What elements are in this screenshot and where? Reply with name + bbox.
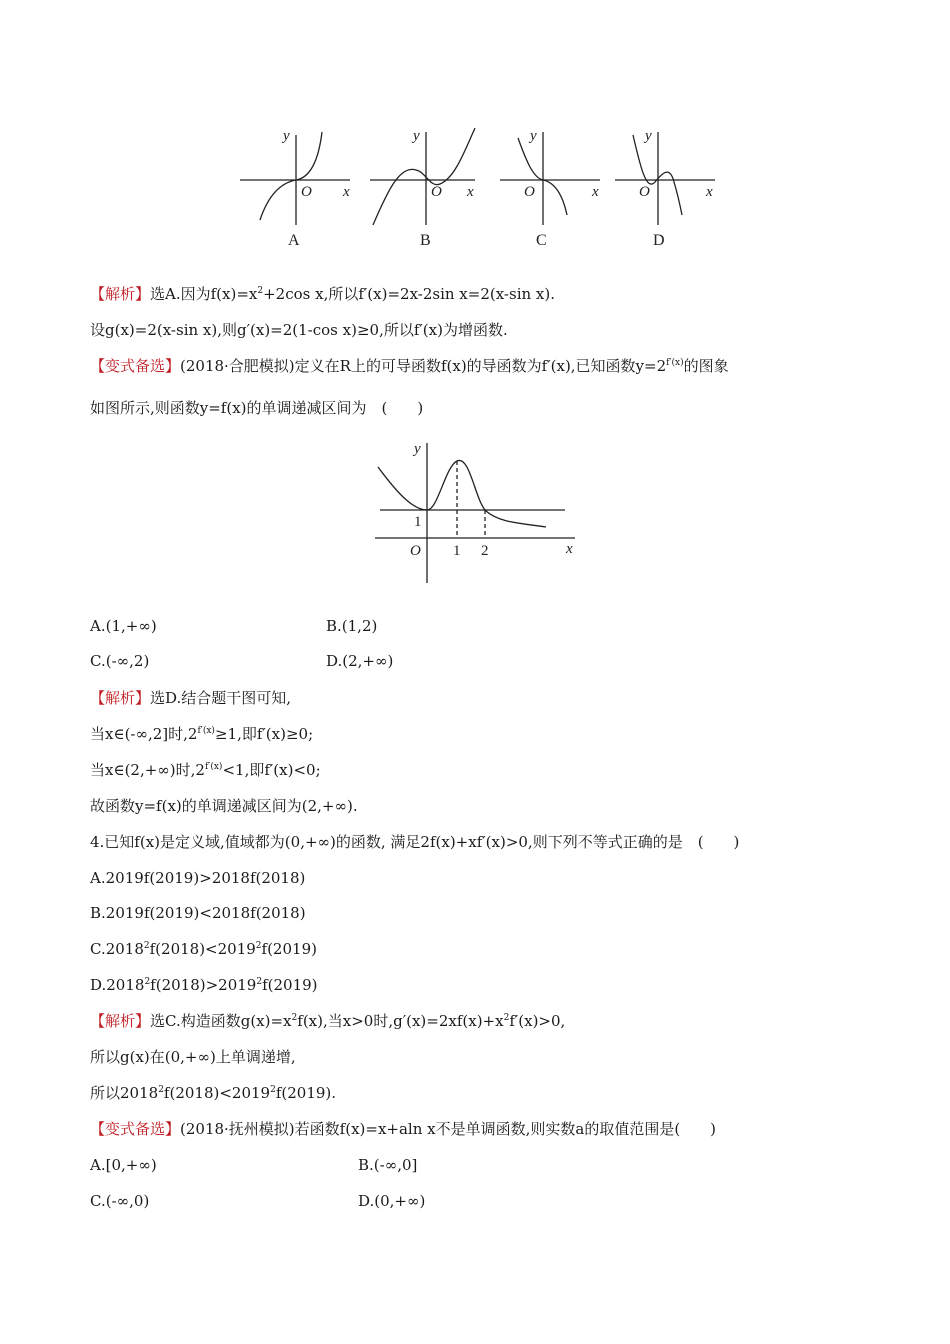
q4-option-b: B.2019f(2019)<2018f(2018) <box>90 904 306 922</box>
graph-d-x-label: x <box>706 184 713 200</box>
graph-c-x-label: x <box>592 184 599 200</box>
graph-d-caption: D <box>653 232 665 249</box>
analysis-1-line-2: 设g(x)=2(x-sin x),则g′(x)=2(1-cos x)≥0,所以f′(x)为增函数. <box>90 321 508 339</box>
analysis-3-line-2: 所以g(x)在(0,+∞)上单调递增, <box>90 1048 296 1066</box>
figure2-tick-y1: 1 <box>414 514 422 530</box>
variant-tag: 【变式备选】 <box>90 1120 181 1138</box>
q3-option-a: A.(1,+∞) <box>90 617 157 635</box>
graph-b <box>370 128 475 225</box>
variant-2-option-a: A.[0,+∞) <box>90 1156 157 1174</box>
variant-tag: 【变式备选】 <box>90 357 181 375</box>
analysis-tag: 【解析】 <box>90 285 151 303</box>
graph-a-caption: A <box>288 232 300 249</box>
graph-b-caption: B <box>420 232 431 249</box>
figure2-tick-x1: 1 <box>453 543 461 559</box>
variant-1-line-2: 如图所示,则函数y=f(x)的单调递减区间为 ( ) <box>90 399 424 417</box>
figure2-y-label: y <box>414 441 421 457</box>
q4-stem: 4.已知f(x)是定义域,值域都为(0,+∞)的函数, 满足2f(x)+xf′(x)>0,则下列不等式正确的是 ( ) <box>90 833 740 851</box>
figure-derivative-graph <box>370 435 585 585</box>
analysis-3-line-3: 所以$2018^2f(2018)<2019^2f(2019)$. <box>90 1084 337 1102</box>
analysis-2-line-1: 【解析】选D.结合题干图可知, <box>90 689 292 707</box>
graph-b-curve <box>373 128 475 225</box>
graph-c-y-label: y <box>530 128 537 144</box>
q3-option-b: B.(1,2) <box>326 617 378 635</box>
q3-option-c: C.(-∞,2) <box>90 652 150 670</box>
figure2-x-label: x <box>566 541 573 557</box>
graph-d-y-label: y <box>645 128 652 144</box>
variant-2-option-d: D.(0,+∞) <box>358 1192 426 1210</box>
graph-b-x-label: x <box>467 184 474 200</box>
graph-d-origin: O <box>639 184 650 200</box>
variant-1-line-1: 【变式备选】(2018·合肥模拟)定义在R上的可导函数f(x)的导函数为f′(x),已知函数$y=2^{f'(x)}$的图象 <box>90 357 729 375</box>
figure-four-graphs <box>230 120 730 255</box>
analysis-1-line-1: 【解析】选A.因为$f(x)=x^2+2\cos$ x,所以f′(x)=2x-2sin x=2(x-sin x). <box>90 285 556 303</box>
variant-2-option-c: C.(-∞,0) <box>90 1192 150 1210</box>
variant-2-stem: 【变式备选】(2018·抚州模拟)若函数f(x)=x+aln x不是单调函数,则实数a的取值范围是( ) <box>90 1120 717 1138</box>
graph-b-y-label: y <box>413 128 420 144</box>
analysis-2-line-2: 当x∈(-∞,2]时$,2^{f'(x)}\ge 1$,即f′(x)≥0; <box>90 725 314 743</box>
graph-a-curve <box>260 132 322 220</box>
q4-option-d: $D.2018^2f(2018)>2019^2f(2019)$ <box>90 976 318 994</box>
graph-c-origin: O <box>524 184 535 200</box>
figure2-origin: O <box>410 543 421 559</box>
graph-c <box>500 132 600 225</box>
q4-option-a: A.2019f(2019)>2018f(2018) <box>90 869 306 887</box>
q4-option-c: $C.2018^2f(2018)<2019^2f(2019)$ <box>90 940 317 958</box>
analysis-tag: 【解析】 <box>90 1012 151 1030</box>
graph-a <box>240 132 350 225</box>
graph-a-origin: O <box>301 184 312 200</box>
analysis-2-line-3: 当x∈(2,+∞)时$,2^{f'(x)}<1$,即f′(x)<0; <box>90 761 321 779</box>
graph-a-x-label: x <box>343 184 350 200</box>
graph-b-origin: O <box>431 184 442 200</box>
analysis-tag: 【解析】 <box>90 689 151 707</box>
variant-2-option-b: B.(-∞,0] <box>358 1156 418 1174</box>
analysis-3-line-1: 【解析】选C.构造函数$g(x)=x^2f(x)$,当x>0时$,g'(x)=2xf(x)+x^2f'(x)>0$, <box>90 1012 566 1030</box>
analysis-2-line-4: 故函数y=f(x)的单调递减区间为(2,+∞). <box>90 797 358 815</box>
graph-a-y-label: y <box>283 128 290 144</box>
figure2-tick-x2: 2 <box>481 543 489 559</box>
graph-d <box>615 132 715 225</box>
figure2-curve <box>378 460 546 527</box>
q3-option-d: D.(2,+∞) <box>326 652 394 670</box>
graph-c-caption: C <box>536 232 547 249</box>
